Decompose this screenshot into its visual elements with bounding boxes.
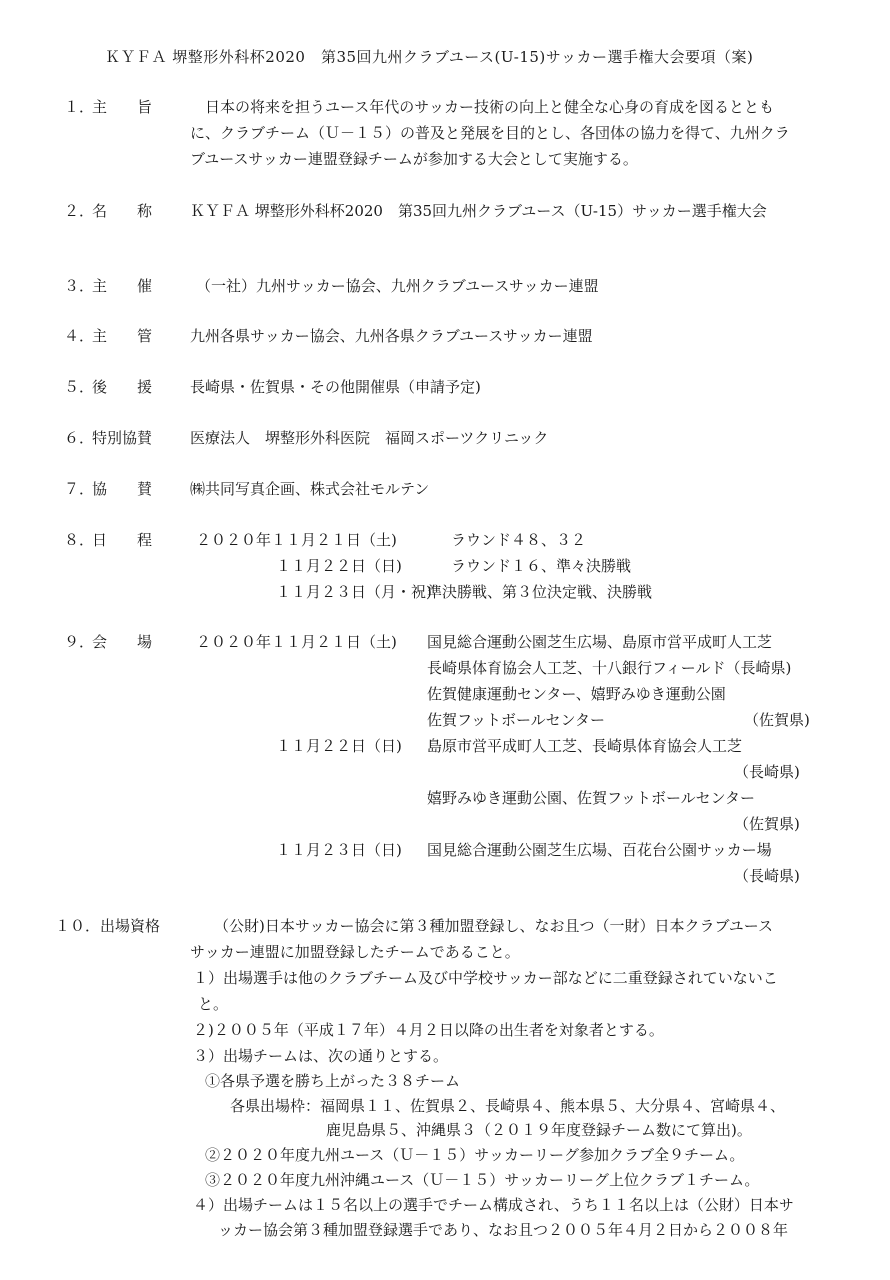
section-9-number: ９． — [64, 633, 95, 651]
eligibility-line: ３）出場チームは、次の通りとする。 — [193, 1047, 449, 1065]
section-5-label: 後 援 — [92, 378, 153, 396]
section-6-text: 医療法人 堺整形外科医院 福岡スポーツクリニック — [190, 429, 549, 447]
section-1-line: 日本の将来を担うユース年代のサッカー技術の向上と健全な心身の育成を図るととも — [205, 98, 774, 116]
section-6-number: ６． — [64, 429, 95, 447]
venue-prefecture: （佐賀県) — [734, 815, 800, 833]
schedule-desc: 準決勝戦、第３位決定戦、決勝戦 — [427, 583, 653, 601]
section-2-text: ＫＹＦＡ 堺整形外科杯2020 第35回九州クラブユース（U-15）サッカー選手権大会 — [190, 202, 767, 220]
venue-line: 長崎県体育協会人工芝、十八銀行フィールド（長崎県) — [427, 659, 792, 677]
eligibility-line: ４）出場チームは１５名以上の選手でチーム構成され、うち１１名以上は（公財）日本サ — [193, 1196, 794, 1214]
section-7-text: ㈱共同写真企画、株式会社モルテン — [190, 480, 430, 498]
eligibility-line: ①各県予選を勝ち上がった３８チーム — [205, 1072, 461, 1090]
schedule-desc: ラウンド１６、準々決勝戦 — [451, 557, 632, 575]
schedule-date: １１月２２日（日) — [276, 557, 402, 575]
document-title: ＫＹＦＡ 堺整形外科杯2020 第35回九州クラブユース(U-15)サッカー選手権大会要項（案) — [105, 48, 754, 66]
section-10-label: 出場資格 — [100, 917, 161, 935]
venue-prefecture: （佐賀県) — [744, 711, 810, 729]
eligibility-line: ②２０２０年度九州ユース（Ｕ－１５）サッカーリーグ参加クラブ全９チーム。 — [205, 1146, 745, 1164]
section-1-line: に、クラブチーム（Ｕ－１５）の普及と発展を目的とし、各団体の協力を得て、九州クラ — [190, 124, 790, 142]
schedule-date: ２０２０年１１月２１日（土) — [196, 531, 397, 549]
section-5-text: 長崎県・佐賀県・その他開催県（申請予定) — [190, 378, 481, 396]
section-3-label: 主 催 — [92, 277, 153, 295]
section-8-number: ８． — [64, 531, 95, 549]
section-10-number: １０． — [55, 917, 101, 935]
venue-line: 国見総合運動公園芝生広場、百花台公園サッカー場 — [427, 841, 772, 859]
section-7-label: 協 賛 — [92, 480, 153, 498]
venue-date: １１月２２日（日) — [276, 737, 402, 755]
eligibility-line: （公財)日本サッカー協会に第３種加盟登録し、なお且つ（一財）日本クラブユース — [214, 917, 774, 935]
section-3-text: （一社）九州サッカー協会、九州クラブユースサッカー連盟 — [196, 277, 599, 295]
eligibility-line: ③２０２０年度九州沖縄ユース（Ｕ－１５）サッカーリーグ上位クラブ１チーム。 — [205, 1171, 760, 1189]
venue-prefecture: （長崎県) — [734, 867, 800, 885]
section-3-number: ３． — [64, 277, 95, 295]
section-4-label: 主 管 — [92, 327, 153, 345]
section-1-line: ブユースサッカー連盟登録チームが参加する大会として実施する。 — [190, 150, 638, 168]
venue-line: 島原市営平成町人工芝、長崎県体育協会人工芝 — [427, 737, 743, 755]
eligibility-line: １）出場選手は他のクラブチーム及び中学校サッカー部などに二重登録されていないこ — [193, 969, 778, 987]
section-2-label: 名 称 — [92, 202, 153, 220]
eligibility-line: サッカー連盟に加盟登録したチームであること。 — [190, 943, 520, 961]
section-2-number: ２． — [64, 202, 95, 220]
eligibility-line: ッカー協会第３種加盟登録選手であり、なお且つ２００５年４月２日から２００８年 — [218, 1221, 789, 1239]
venue-line: 佐賀フットボールセンター — [427, 711, 606, 729]
venue-line: 佐賀健康運動センター、嬉野みゆき運動公園 — [427, 685, 726, 703]
section-7-number: ７． — [64, 480, 95, 498]
schedule-desc: ラウンド４８、３２ — [451, 531, 587, 549]
section-9-label: 会 場 — [92, 633, 153, 651]
eligibility-line: 各県出場枠：福岡県１１、佐賀県２、長崎県４、熊本県５、大分県４、宮崎県４、 — [230, 1097, 786, 1115]
section-5-number: ５． — [64, 378, 95, 396]
section-1-label: 主 旨 — [92, 98, 153, 116]
section-4-text: 九州各県サッカー協会、九州各県クラブユースサッカー連盟 — [190, 327, 593, 345]
eligibility-line: と。 — [198, 995, 229, 1013]
venue-prefecture: （長崎県) — [734, 763, 800, 781]
venue-date: ２０２０年１１月２１日（土) — [196, 633, 397, 651]
section-8-label: 日 程 — [92, 531, 153, 549]
eligibility-line: 鹿児島県５、沖縄県３（２０１９年度登録チーム数にて算出)。 — [326, 1121, 752, 1139]
venue-line: 国見総合運動公園芝生広場、島原市営平成町人工芝 — [427, 633, 773, 651]
venue-date: １１月２３日（日) — [276, 841, 402, 859]
schedule-date: １１月２３日（月・祝) — [276, 583, 432, 601]
section-6-label: 特別協賛 — [92, 429, 153, 447]
venue-line: 嬉野みゆき運動公園、佐賀フットボールセンター — [427, 789, 756, 807]
section-4-number: ４． — [64, 327, 95, 345]
eligibility-line: ２)２００５年（平成１７年）４月２日以降の出生者を対象者とする。 — [193, 1021, 664, 1039]
section-1-number: １． — [64, 98, 95, 116]
